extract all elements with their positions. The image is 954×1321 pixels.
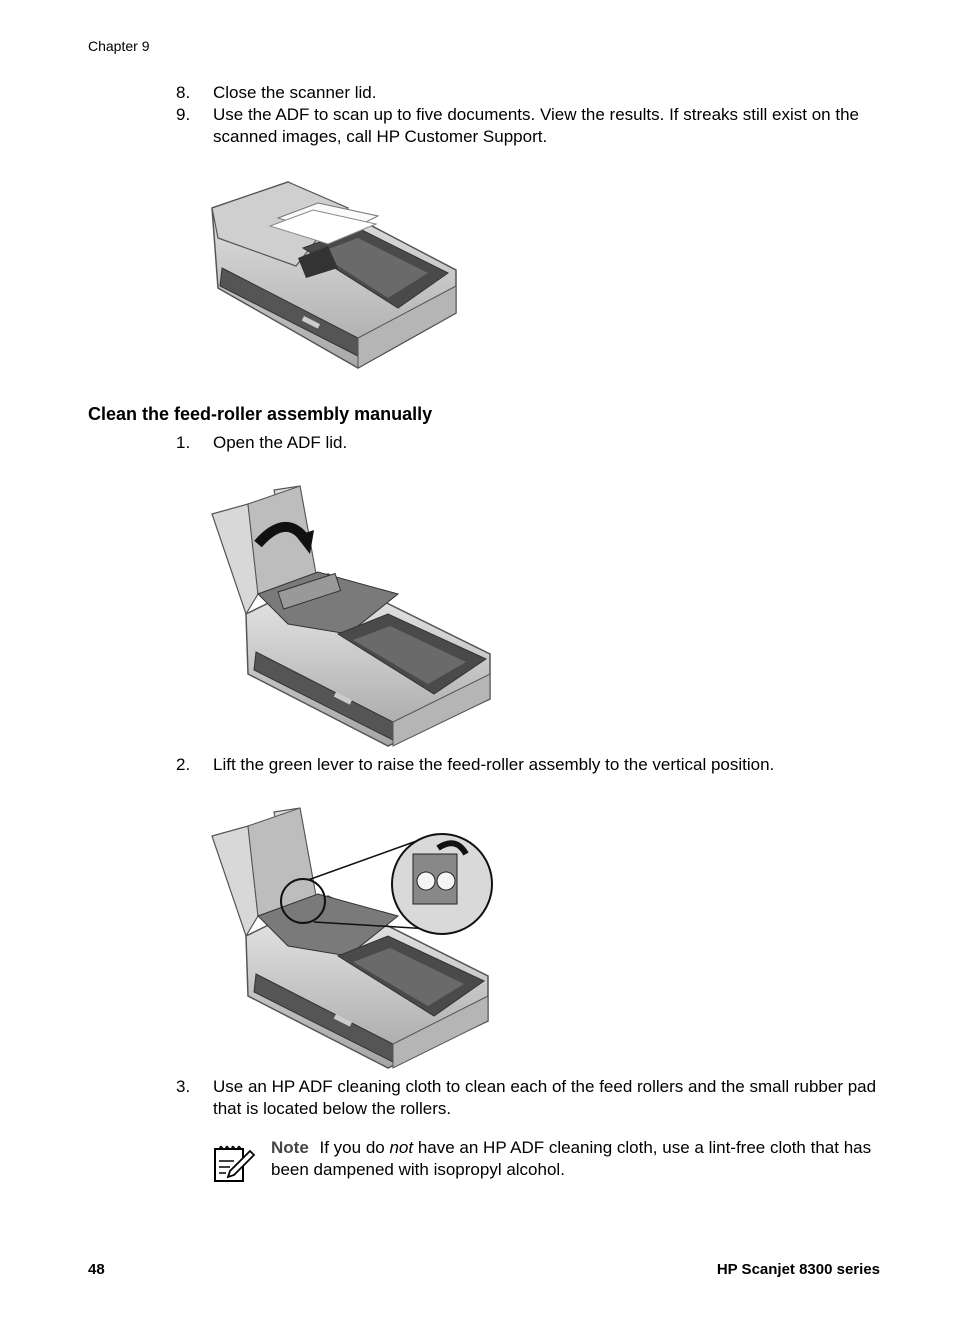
step-text: Lift the green lever to raise the feed-roller assembly to the vertical position. [213, 755, 775, 774]
page-number: 48 [88, 1261, 105, 1278]
step-text: Use an HP ADF cleaning cloth to clean each of the feed rollers and the small rubber pad that is located below the rollers. [213, 1077, 877, 1118]
step-number: 2. [176, 755, 191, 774]
product-name: HP Scanjet 8300 series [716, 1261, 880, 1278]
step-number: 8. [176, 83, 191, 102]
scanner-figure-scan [208, 178, 460, 372]
step-text: Use the ADF to scan up to five documents. View the results. If streaks still exist on the scanned images, call HP Customer Support. [213, 105, 859, 146]
chapter-header: Chapter 9 [88, 38, 150, 54]
step-number: 3. [176, 1077, 191, 1096]
scanner-figure-adf-open [208, 484, 492, 750]
step-number: 1. [176, 433, 191, 452]
scanner-figure-feed-roller [208, 806, 496, 1072]
note-emphasis: not [389, 1138, 414, 1157]
note-text-after: have an HP ADF cleaning cloth, use a lint-free cloth that has been dampened with isopropyl alcohol. [271, 1138, 872, 1179]
note-pencil-icon [212, 1141, 256, 1185]
note-label: Note [271, 1138, 309, 1157]
note-text [271, 1137, 883, 1181]
step-number: 9. [176, 105, 191, 124]
section-heading: Clean the feed-roller assembly manually [88, 404, 433, 424]
step-text: Open the ADF lid. [213, 433, 348, 452]
step-text: Close the scanner lid. [213, 83, 377, 102]
note-text-before: If you do [319, 1138, 390, 1157]
